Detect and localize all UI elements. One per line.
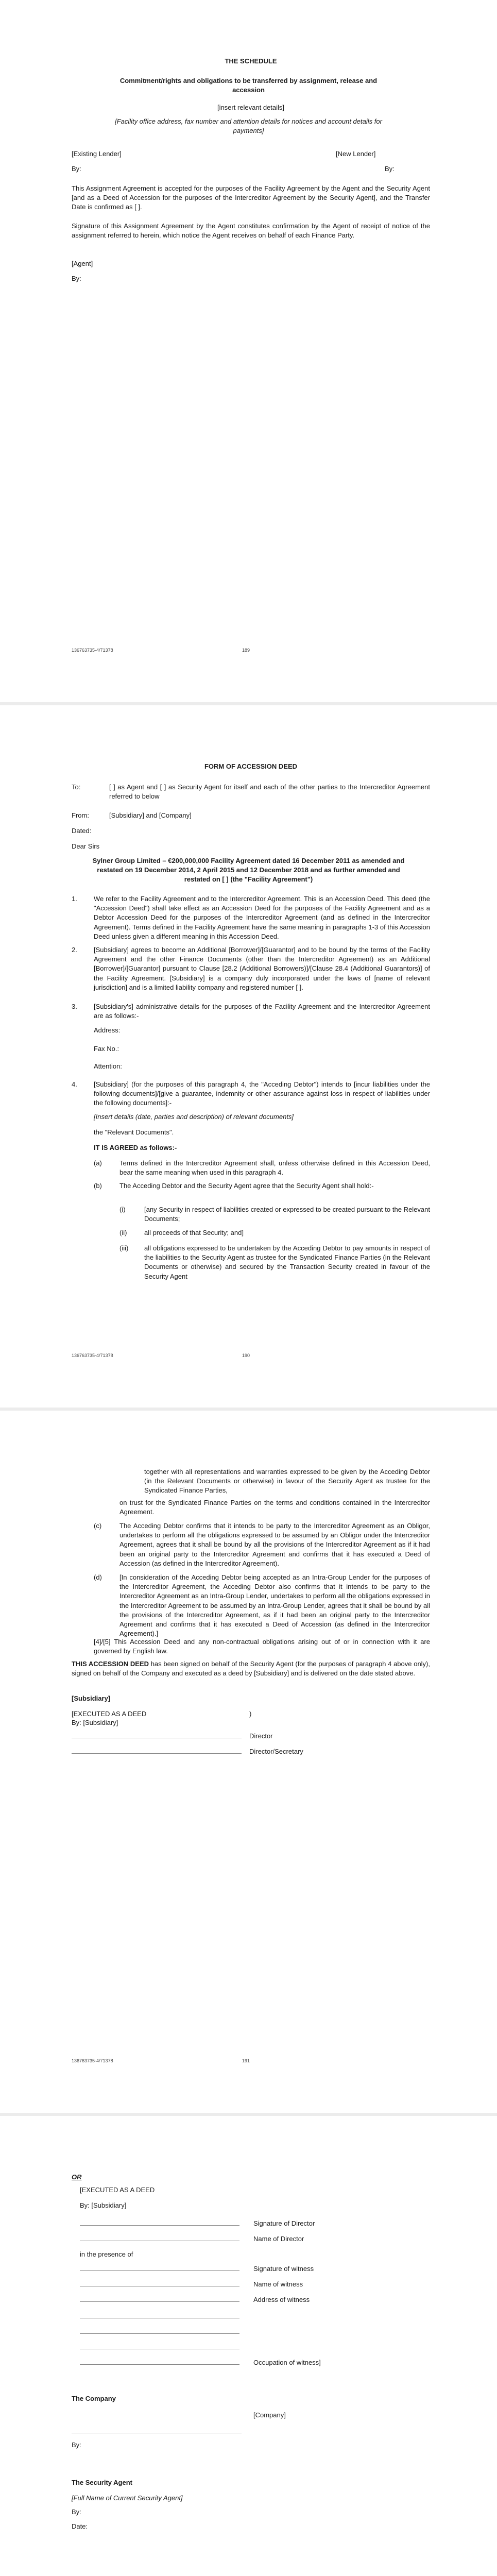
name-of-director: Name of Director xyxy=(253,2235,304,2243)
attention-label: Attention: xyxy=(94,1062,122,1070)
address-label: Address: xyxy=(94,1026,121,1034)
new-lender: [New Lender] xyxy=(336,150,376,158)
item-number: 2. xyxy=(72,946,77,954)
insert-details: [Insert details (date, parties and description) of relevant documents] xyxy=(94,1113,294,1121)
signature-of-witness: Signature of witness xyxy=(253,2265,314,2273)
director-secretary-label: Director/Secretary xyxy=(249,1748,303,1755)
company-bracket: [Company] xyxy=(253,2411,286,2419)
director-label: Director xyxy=(249,1732,273,1740)
by-new-lender: By: xyxy=(385,165,395,173)
clause-b-number: (b) xyxy=(94,1182,102,1190)
name-of-witness: Name of witness xyxy=(253,2280,303,2288)
schedule-subheading: Commitment/rights and obligations to be transferred by assignment, release and accession xyxy=(119,77,378,94)
acceptance-paragraph: This Assignment Agreement is accepted for the purposes of the Facility Agreement by the Agent and the Security Agent [and as a Deed of Accession for the purposes of the Intercreditor Agreement by the Security Agent], and the Transfer Date is confirmed as [ ]. xyxy=(72,184,430,211)
accession-deed-heading: FORM OF ACCESSION DEED xyxy=(204,762,298,770)
deed-bold-lead: THIS ACCESSION DEED xyxy=(72,1660,149,1668)
to-label: To: xyxy=(72,783,81,791)
relevant-documents: the "Relevant Documents". xyxy=(94,1128,174,1136)
by-security-agent: By: xyxy=(72,2508,81,2516)
in-presence-of: in the presence of xyxy=(80,2250,133,2258)
page-192 xyxy=(0,2116,497,2576)
page-189 xyxy=(0,0,497,702)
executed-as-deed: [EXECUTED AS A DEED xyxy=(80,2186,155,2194)
clause-c-number: (c) xyxy=(94,1522,102,1530)
clause-b-text: The Acceding Debtor and the Security Agent agree that the Security Agent shall hold:- xyxy=(119,1182,374,1190)
existing-lender: [Existing Lender] xyxy=(72,150,122,158)
item-number: 4. xyxy=(72,1080,77,1088)
item-4-text: [Subsidiary] (for the purposes of this paragraph 4, the "Acceding Debtor") intends to [incur liabilities under the following documents]/[give a guarantee, indemnity or other assurance against loss in respect of liabilities under the following documents]:- xyxy=(94,1080,430,1107)
dated-label: Dated: xyxy=(72,827,92,835)
page-number: 190 xyxy=(242,1353,250,1358)
clause-d-number: (d) xyxy=(94,1573,102,1581)
item-number: 1. xyxy=(72,895,77,903)
clause-iii-number: (iii) xyxy=(119,1244,129,1252)
clause-a-text: Terms defined in the Intercreditor Agreement shall, unless otherwise defined in this Accession Deed, bear the same meaning when used in this paragraph 4. xyxy=(119,1159,430,1177)
security-agent-name: [Full Name of Current Security Agent] xyxy=(72,2494,183,2502)
item-number: 3. xyxy=(72,1003,77,1010)
page-191 xyxy=(0,1411,497,2113)
clause-c-text: The Acceding Debtor confirms that it intends to be party to the Intercreditor Agreement as an Obligor, undertakes to perform all the obligations expressed to be assumed by an Obligor under the Intercreditor Agreement, agrees that it shall be bound by all the provisions of the Intercreditor Agreement as if it had been an original party to the Intercreditor Agreement and confirms that it has executed a Deed of Accession (as defined in the Intercreditor Agreement). xyxy=(119,1522,430,1567)
continuation-text: together with all representations and warranties expressed to be given by the Acceding Debtor (in the Relevant Documents or otherwise) in favour of the Security Agent as trustee for the Syndicated Finance Parties, xyxy=(144,1468,430,1495)
deed-rest-text: has been signed on behalf of the Security Agent (for the purposes of paragraph 4 above only), signed on behalf of the Company and executed as a deed by [Subsidiary] and is delivered on the date stated above. xyxy=(72,1660,430,1677)
date-label: Date: xyxy=(72,2522,88,2530)
signature-line xyxy=(80,2333,239,2334)
signature-line xyxy=(80,2270,239,2271)
clause-i-number: (i) xyxy=(119,1206,126,1213)
notice-paragraph: Signature of this Assignment Agreement by the Agent constitutes confirmation by the Agent of receipt of notice of the assignment referred to herein, which notice the Agent receives on behalf of each Finance Party. xyxy=(72,222,430,240)
clause-a-number: (a) xyxy=(94,1159,102,1167)
document-reference: 136763735-4/71378 xyxy=(72,2058,113,2063)
by-existing-lender: By: xyxy=(72,165,81,173)
address-of-witness: Address of witness xyxy=(253,2296,310,2303)
page-number: 191 xyxy=(242,2058,250,2063)
item-1-text: We refer to the Facility Agreement and to the Intercreditor Agreement. This is an Accession Deed. This deed (the "Accession Deed") shall take effect as an Accession Deed for the purposes of the Facility Agreement and as a Debtor Accession Deed for the purposes of the Intercreditor Agreement (and as defined in the Intercreditor Agreement). Terms defined in the Facility Agreement have the same meaning in paragraphs 1-3 of this Accession Deed unless given a different meaning in this Accession Deed. xyxy=(94,895,430,940)
agent-label: [Agent] xyxy=(72,260,93,267)
schedule-heading: THE SCHEDULE xyxy=(225,57,277,65)
clause-i-text: [any Security in respect of liabilities created or expressed to be created pursuant to the Relevant Documents; xyxy=(144,1206,430,1223)
security-agent-heading: The Security Agent xyxy=(72,2479,132,2486)
insert-relevant: [insert relevant details] xyxy=(217,104,285,111)
item-3-text: [Subsidiary's] administrative details for the purposes of the Facility Agreement and the Intercreditor Agreement are as follows:- xyxy=(94,1003,430,1020)
by-company: By: xyxy=(72,2441,81,2449)
bracket: ) xyxy=(249,1710,252,1718)
by-subsidiary: By: [Subsidiary] xyxy=(72,1719,118,1726)
agreement-title: Sylner Group Limited – €200,000,000 Facility Agreement dated 16 December 2011 as amended and restated on 19 December 2014, 2 April 2015 and 12 December 2018 and as further amended and restated on [ ] (the "Facility Agreement") xyxy=(92,857,405,884)
signature-line xyxy=(80,2301,239,2302)
it-is-agreed: IT IS AGREED as follows:- xyxy=(94,1144,177,1151)
item-2-text: [Subsidiary] agrees to become an Additional [Borrower]/[Guarantor] and to be bound by the terms of the Facility Agreement and the other Finance Documents (other than the Intercreditor Agreement) as an Additional [Borrower]/[Guarantor] pursuant to Clause [28.2 (Additional Borrowers)]/[Clause 28.4 (Additional Guarantors)] of the Facility Agreement. [Subsidiary] is a company duly incorporated under the laws of [name of relevant jurisdiction] and is a limited liability company and registered number [ ]. xyxy=(94,946,430,991)
fax-label: Fax No.: xyxy=(94,1045,119,1053)
document-reference: 136763735-4/71378 xyxy=(72,1353,113,1358)
on-trust-text: on trust for the Syndicated Finance Parties on the terms and conditions contained in the Intercreditor Agreement. xyxy=(119,1499,430,1516)
facility-office-note: [Facility office address, fax number and attention details for notices and account details for payments] xyxy=(115,117,382,135)
to-text: [ ] as Agent and [ ] as Security Agent for itself and each of the other parties to the Intercreditor Agreement referred to below xyxy=(109,783,430,801)
occupation-of-witness: Occupation of witness] xyxy=(253,2359,321,2366)
salutation: Dear Sirs xyxy=(72,842,100,850)
governing-law-paragraph: [4]/[5] This Accession Deed and any non-contractual obligations arising out of or in connection with it are governed by English law. xyxy=(94,1638,430,1655)
subsidiary-heading: [Subsidiary] xyxy=(72,1694,111,1702)
signature-line xyxy=(80,2364,239,2365)
page-number: 189 xyxy=(242,648,250,653)
or-heading: OR xyxy=(72,2173,82,2181)
signature-of-director: Signature of Director xyxy=(253,2219,315,2227)
from-text: [Subsidiary] and [Company] xyxy=(109,811,192,819)
company-heading: The Company xyxy=(72,2395,116,2402)
clause-ii-text: all proceeds of that Security; and] xyxy=(144,1229,244,1236)
document-reference: 136763735-4/71378 xyxy=(72,648,113,653)
by-subsidiary: By: [Subsidiary] xyxy=(80,2201,127,2209)
signature-line xyxy=(80,2225,239,2226)
executed-as-deed: [EXECUTED AS A DEED xyxy=(72,1710,147,1718)
signature-line xyxy=(72,1753,242,1754)
execution-paragraph xyxy=(72,1659,430,1678)
clause-iii-text: all obligations expressed to be undertaken by the Acceding Debtor to pay amounts in respect of the liabilities to the Security Agent as trustee for the Syndicated Finance Parties (in the Relevant Documents or otherwise) and secured by the Transaction Security created in favour of the Security Agent xyxy=(144,1244,430,1280)
clause-d-text: [In consideration of the Acceding Debtor being accepted as an Intra-Group Lender for the purposes of the Intercreditor Agreement, the Acceding Debtor also confirms that it intends to be party to the Intercreditor Agreement as an Intra-Group Lender, undertakes to perform all the obligations expressed in the Intercreditor Agreement to be assumed by an Intra-Group Lender, agrees that it shall be bound by all the provisions of the Intercreditor Agreement, as if it had been an original party to the Intercreditor Agreement and confirms that it has executed a Deed of Accession (as defined in the Intercreditor Agreement).] xyxy=(119,1573,430,1638)
page-190 xyxy=(0,705,497,1408)
by-agent: By: xyxy=(72,275,81,282)
clause-ii-number: (ii) xyxy=(119,1229,127,1236)
from-label: From: xyxy=(72,811,89,819)
